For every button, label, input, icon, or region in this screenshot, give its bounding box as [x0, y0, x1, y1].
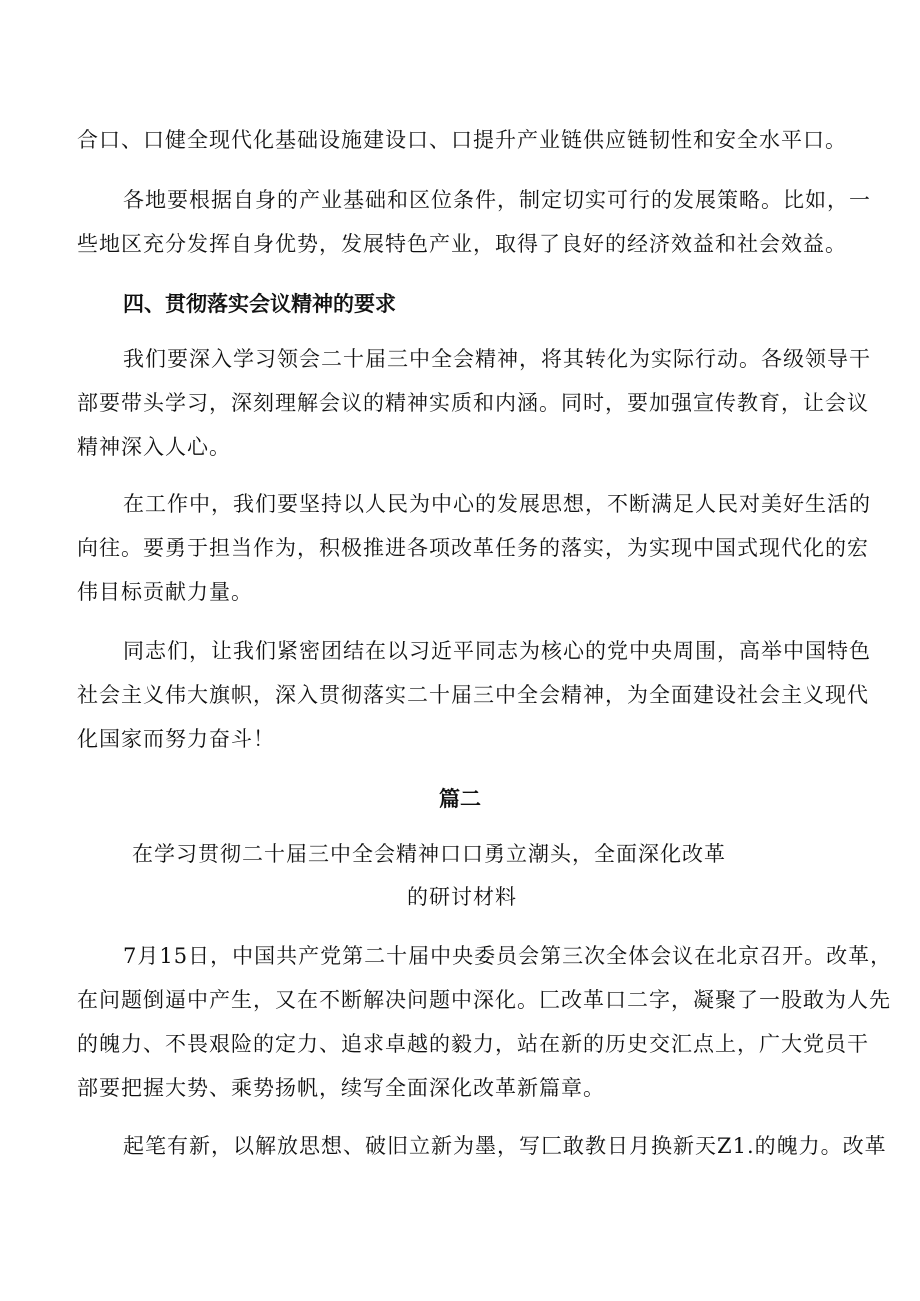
paragraph-line: 部要把握大势、乘势扬帆，续写全面深化改革新篇章。	[77, 1076, 605, 1100]
paragraph-line: 精神深入人心。	[77, 435, 231, 459]
paragraph-line: 部要带头学习，深刻理解会议的精神实质和内涵。同时，要加强宣传教育，让会议	[77, 391, 869, 415]
paragraph-line: 我们要深入学习领会二十届三中全会精神，将其转化为实际行动。各级领导干	[123, 347, 871, 371]
paragraph-line: 合口、口健全现代化基础设施建设口、口提升产业链供应链韧性和安全水平口。	[77, 128, 847, 152]
paragraph-line: 各地要根据自身的产业基础和区位条件，制定切实可行的发展策略。比如，一	[123, 188, 871, 212]
paragraph-line: 在工作中，我们要坚持以人民为中心的发展思想，不断满足人民对美好生活的	[123, 492, 871, 516]
paragraph-line: 同志们，让我们紧密团结在以习近平同志为核心的党中央周围，高举中国特色	[123, 639, 871, 663]
paragraph-line: 起笔有新，以解放思想、破旧立新为墨，写匚敢教日月换新天Z1.的魄力。改革	[123, 1134, 887, 1158]
paragraph-line: 在问题倒逼中产生，又在不断解决问题中深化。匚改革口二字，凝聚了一股敢为人先	[77, 988, 891, 1012]
article-title-line: 的研讨材料	[407, 885, 517, 909]
paragraph-line: 些地区充分发挥自身优势，发展特色产业，取得了良好的经济效益和社会效益。	[77, 232, 847, 256]
paragraph-line: 向往。要勇于担当作为，积极推进各项改革任务的落实，为实现中国式现代化的宏	[77, 536, 869, 560]
article-title-line: 在学习贯彻二十届三中全会精神口口勇立潮头，全面深化改革	[132, 842, 726, 866]
paragraph-line: 社会主义伟大旗帜，深入贯彻落实二十届三中全会精神，为全面建设社会主义现代	[77, 683, 869, 707]
part-label: 篇二	[439, 787, 481, 811]
paragraph-line: 的魄力、不畏艰险的定力、追求卓越的毅力，站在新的历史交汇点上，广大党员干	[77, 1032, 869, 1056]
paragraph-line: 7月15日，中国共产党第二十届中央委员会第三次全体会议在北京召开。改革，	[123, 944, 893, 968]
paragraph-line: 伟目标贡献力量。	[77, 580, 253, 604]
paragraph-line: 化国家而努力奋斗！	[77, 727, 275, 751]
section-heading: 四、贯彻落实会议精神的要求	[123, 292, 396, 316]
